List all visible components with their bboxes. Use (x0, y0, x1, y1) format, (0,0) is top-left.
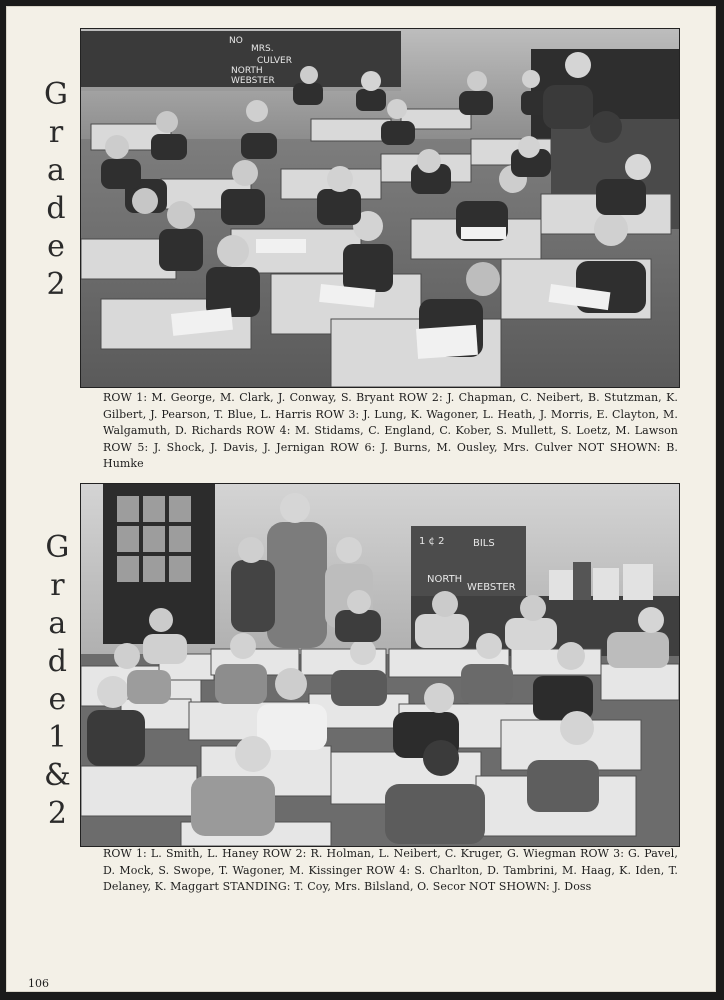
title-letter: 1 (47, 720, 67, 755)
bulletin-text: 1 ¢ 2 (419, 536, 445, 547)
class-photo-grade-1-2 (80, 483, 680, 847)
title-letter: 2 (46, 267, 66, 302)
chalkboard-text: WEBSTER (231, 76, 275, 86)
title-letter: a (48, 606, 67, 641)
class-photo-grade-2 (80, 28, 680, 388)
bulletin-text: NORTH (427, 574, 463, 585)
page-number: 106 (28, 977, 49, 990)
classroom-photo-illustration (81, 29, 679, 387)
title-letter: d (47, 644, 67, 679)
title-letter: r (50, 568, 65, 603)
chalkboard-text: NORTH (231, 66, 263, 76)
classroom-photo-illustration (81, 484, 679, 846)
class-caption-grade-2: ROW 1: M. George, M. Clark, J. Conway, S. Bryant ROW 2: J. Chapman, C. Neibert, B. Stutzman, K. Gilbert, J. Pearson, T. Blue, L. Harris ROW 3: J. Lung, K. Wagoner, L. Heath, J. Morris, E. Clayton, M. Walgamuth, D. Richards ROW 4: M. Stidams, C. England, C. Kober, S. Mullett, S. Loetz, M. Lawson ROW 5: J. Shock, J. Davis, J. Jernigan ROW 6: J. Burns, M. Ousley, Mrs. Culver NOT SHOWN: B. Humke (103, 391, 678, 470)
section-title-grade-2 (44, 77, 68, 308)
chalkboard-text: CULVER (257, 56, 292, 66)
bulletin-text: BILS (473, 538, 495, 549)
chalkboard-text: MRS. (251, 44, 274, 54)
title-letter: G (44, 77, 68, 112)
title-letter: 2 (47, 796, 67, 831)
title-letter: e (47, 229, 65, 264)
title-letter: G (45, 530, 70, 565)
class-caption-grade-1-2: ROW 1: L. Smith, L. Haney ROW 2: R. Holman, L. Neibert, C. Kruger, G. Wiegman ROW 3: G. Pavel, D. Mock, S. Swope, T. Wagoner, M. Kissinger ROW 4: S. Charlton, D. Tambrini, M. Haag, K. Iden, T. Delaney, K. Maggart STANDING: T. Coy, Mrs. Bilsland, O. Secor NOT SHOWN: J. Doss (103, 847, 678, 893)
title-letter: a (47, 153, 65, 188)
section-title-grade-1-2 (44, 530, 71, 837)
title-letter: d (46, 191, 66, 226)
chalkboard-text: NO (229, 36, 243, 46)
bulletin-text: WEBSTER (467, 582, 516, 593)
title-letter: e (48, 682, 67, 717)
title-letter: r (48, 115, 64, 150)
yearbook-page (6, 6, 716, 992)
title-letter: & (44, 758, 71, 793)
